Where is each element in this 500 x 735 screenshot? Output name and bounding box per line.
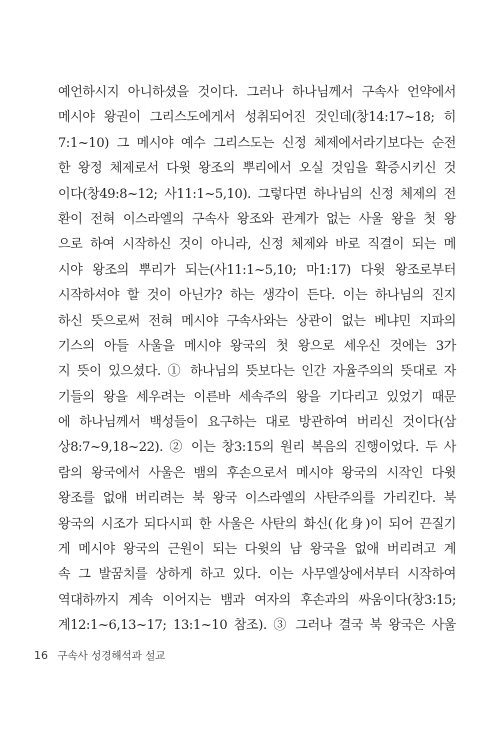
text-line: 기스의 아들 사울을 메시야 왕국의 첫 왕으로 세우신 것에는 3가 — [58, 338, 456, 354]
text-line: 7:1~10) 그 메시야 예수 그리스도는 신정 체제에서라기보다는 순전 — [58, 135, 456, 151]
text-line: 환이 전혀 이스라엘의 구속사 왕조와 관계가 없는 사울 왕을 첫 왕 — [58, 211, 456, 227]
text-line: 왕국의 시조가 되다시피 한 사울은 사탄의 화신(化身)이 되어 끈질기 — [58, 516, 456, 532]
text-line: 으로 하여 시작하신 것이 아니라, 신정 체제와 바로 직결이 되는 메 — [58, 237, 456, 253]
text-line: 람의 왕국에서 사울은 뱀의 후손으로서 메시야 왕국의 시작인 다윗 — [58, 465, 456, 481]
text-line: 한 왕정 체제로서 다윗 왕조의 뿌리에서 오실 것임을 확증시키신 것 — [58, 161, 456, 177]
body-text — [58, 80, 456, 639]
text-line: 역대하까지 계속 이어지는 뱀과 여자의 후손과의 싸움이다(창3:15; — [58, 592, 456, 608]
text-line: 시작하셔야 할 것이 아닌가? 하는 생각이 든다. 이는 하나님의 진지 — [58, 288, 456, 304]
text-line: 시야 왕조의 뿌리가 되는(사11:1~5,10; 마1:17) 다윗 왕조로부터 — [58, 262, 456, 278]
text-line: 기들의 왕을 세우려는 이른바 세속주의 왕을 기다리고 있었기 때문 — [58, 389, 456, 405]
running-title: 구속사 성경해석과 설교 — [57, 650, 166, 662]
text-line: 게 메시야 왕국의 근원이 되는 다윗의 남 왕국을 없애 버리려고 계 — [58, 542, 456, 558]
page-number: 16 — [34, 649, 48, 662]
page-footer — [34, 648, 165, 663]
text-line: 계12:1~6,13~17; 13:1~10 참조). ③ 그러나 결국 북 왕국은 사울 — [58, 618, 456, 634]
text-line: 메시야 왕권이 그리스도에게서 성취되어진 것인데(창14:17~18; 히 — [58, 110, 456, 126]
text-line: 예언하시지 아니하셨을 것이다. 그러나 하나님께서 구속사 언약에서 — [58, 85, 456, 100]
text-line: 하신 뜻으로써 전혀 메시야 구속사와는 상관이 없는 베냐민 지파의 — [58, 313, 456, 329]
text-line: 속 그 발꿈치를 상하게 하고 있다. 이는 사무엘상에서부터 시작하여 — [58, 567, 456, 583]
text-line: 상8:7~9,18~22). ② 이는 창3:15의 원리 복음의 진행이었다. 두 사 — [58, 440, 456, 456]
text-line: 왕조를 없애 버리려는 북 왕국 이스라엘의 사탄주의를 가리킨다. 북 — [58, 491, 456, 507]
text-line: 지 뜻이 있으셨다. ① 하나님의 뜻보다는 인간 자율주의의 뜻대로 자 — [58, 364, 456, 380]
text-line: 이다(창49:8~12; 사11:1~5,10). 그렇다면 하나님의 신정 체제의 전 — [58, 186, 456, 202]
text-line: 에 하나님께서 백성들이 요구하는 대로 방관하여 버리신 것이다(삼 — [58, 415, 456, 431]
